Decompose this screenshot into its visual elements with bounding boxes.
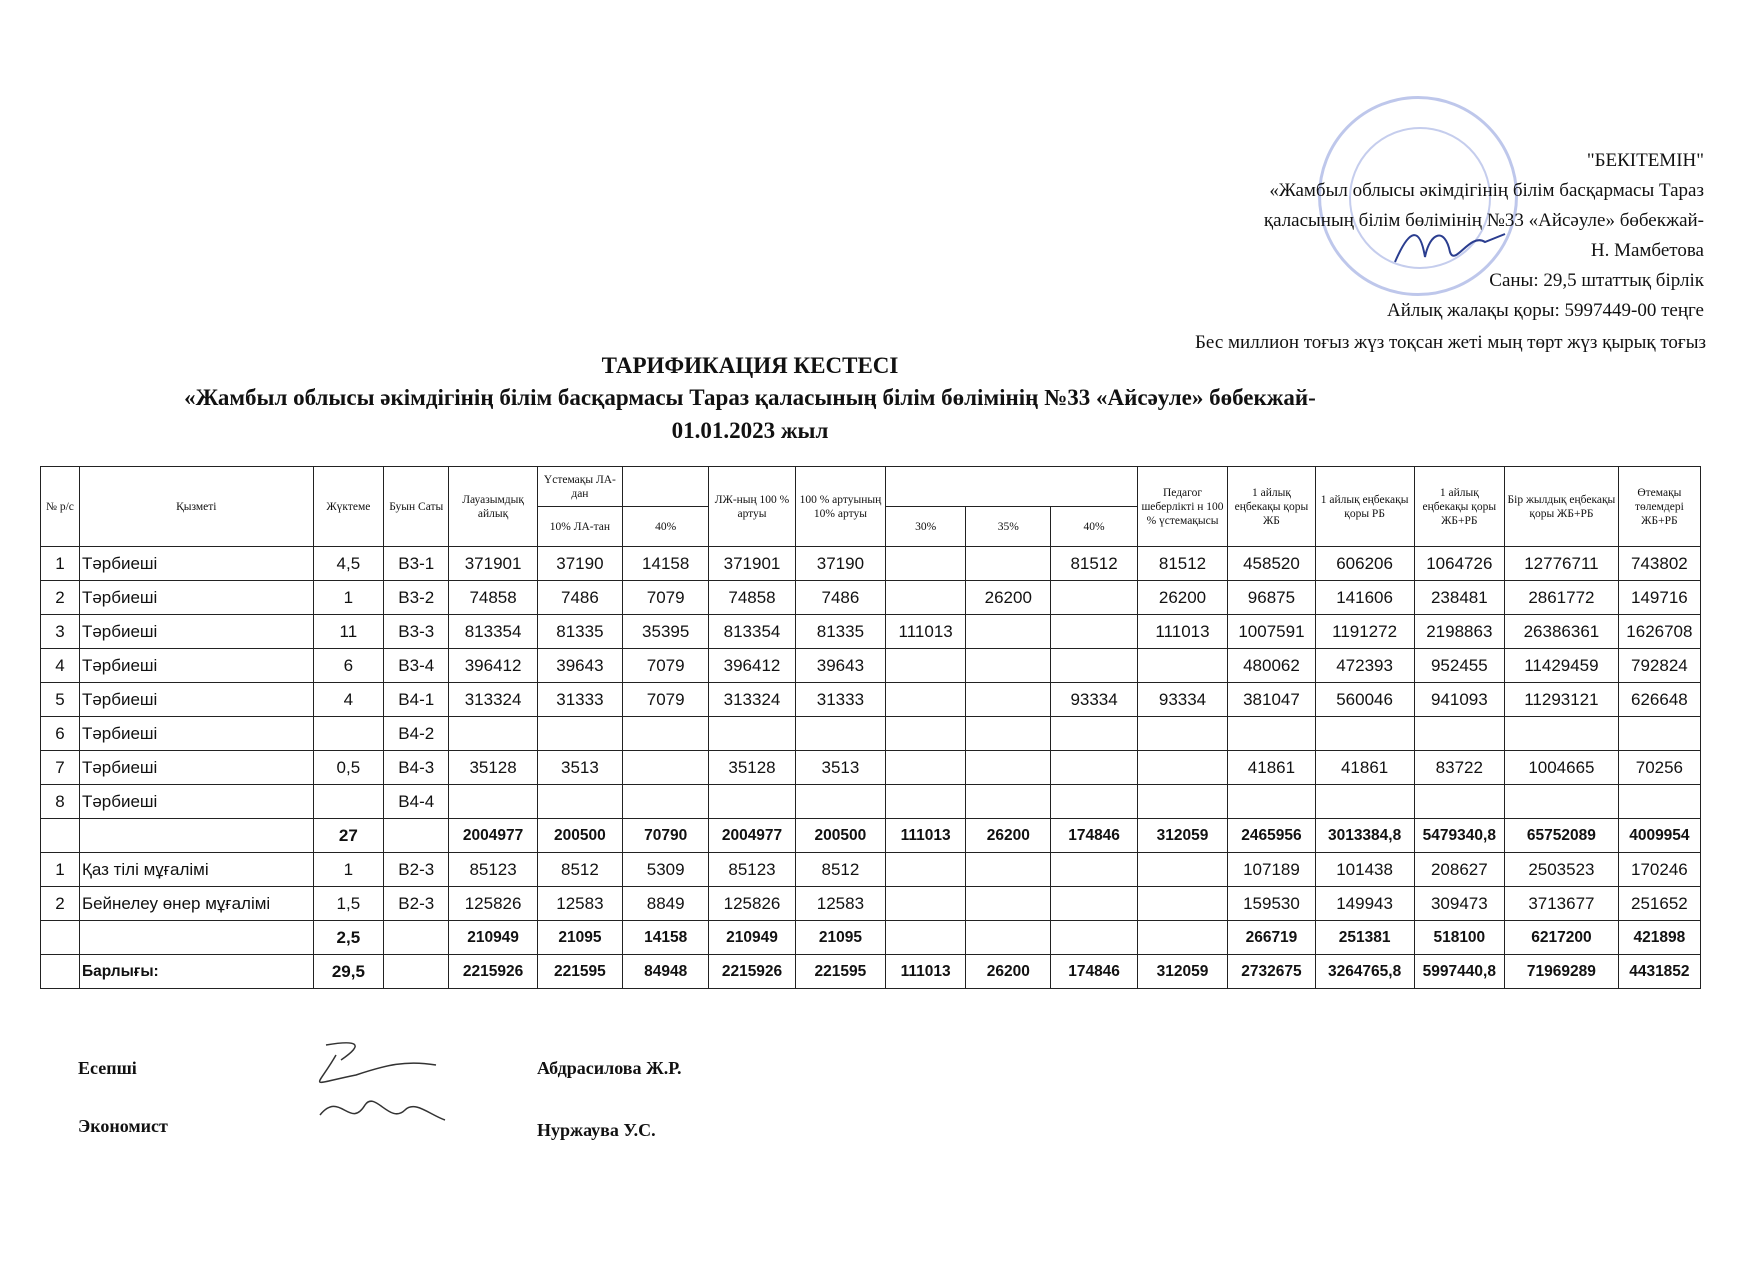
table-cell: 159530: [1228, 887, 1315, 921]
table-body: [41, 547, 1701, 989]
table-cell: 208627: [1414, 853, 1505, 887]
table-cell: 70790: [623, 819, 709, 853]
table-cell: [966, 717, 1051, 751]
col-pct10: 10% ЛА-тан: [537, 507, 622, 547]
table-cell: [1137, 717, 1228, 751]
table-cell: [1137, 785, 1228, 819]
table-cell: В3-1: [384, 547, 449, 581]
table-cell: 6: [41, 717, 80, 751]
table-cell: 101438: [1315, 853, 1414, 887]
table-row: [41, 853, 1701, 887]
table-cell: В4-3: [384, 751, 449, 785]
table-cell: 6217200: [1505, 921, 1619, 955]
col-load: Жүктеме: [313, 467, 384, 547]
table-cell: 81512: [1051, 547, 1137, 581]
table-cell: 11429459: [1505, 649, 1619, 683]
table-cell: 518100: [1414, 921, 1505, 955]
approval-block: [1004, 146, 1704, 326]
table-cell: [1228, 785, 1315, 819]
table-row: [41, 547, 1701, 581]
col-lzh10: 100 % артуының 10% артуы: [795, 467, 886, 547]
table-cell: [1051, 581, 1137, 615]
table-cell: 2,5: [313, 921, 384, 955]
table-cell: Тәрбиеші: [79, 717, 313, 751]
col-year-fund: Бір жылдық еңбекақы қоры ЖБ+РБ: [1505, 467, 1619, 547]
col-num: № р/с: [41, 467, 80, 547]
table-cell: [1137, 751, 1228, 785]
table-cell: 14158: [623, 547, 709, 581]
table-cell: [1137, 921, 1228, 955]
table-row: [41, 683, 1701, 717]
table-cell: 3513: [795, 751, 886, 785]
table-cell: [537, 785, 622, 819]
subtotal-row: [41, 921, 1701, 955]
table-cell: 71969289: [1505, 955, 1619, 989]
accountant-name: Абдрасилова Ж.Р.: [537, 1058, 682, 1078]
table-cell: 743802: [1618, 547, 1700, 581]
table-cell: 81335: [795, 615, 886, 649]
table-cell: 4009954: [1618, 819, 1700, 853]
economist-signature: [310, 1085, 450, 1135]
col-pct-group: [886, 467, 1138, 507]
table-cell: [1137, 853, 1228, 887]
table-row: [41, 785, 1701, 819]
table-cell: 421898: [1618, 921, 1700, 955]
table-cell: 12776711: [1505, 547, 1619, 581]
table-cell: [41, 921, 80, 955]
table-cell: [966, 921, 1051, 955]
table-cell: 313324: [449, 683, 537, 717]
table-cell: [449, 717, 537, 751]
table-cell: [384, 819, 449, 853]
table-cell: 83722: [1414, 751, 1505, 785]
table-cell: 2004977: [449, 819, 537, 853]
table-cell: 0,5: [313, 751, 384, 785]
table-cell: [886, 853, 966, 887]
doc-date: 01.01.2023 жыл: [671, 418, 829, 443]
table-cell: 1064726: [1414, 547, 1505, 581]
table-cell: 8849: [623, 887, 709, 921]
table-cell: [1051, 785, 1137, 819]
table-cell: 41861: [1315, 751, 1414, 785]
table-cell: 6: [313, 649, 384, 683]
table-cell: 81335: [537, 615, 622, 649]
col-ustemaqy: Үстемақы ЛА-дан: [537, 467, 622, 507]
table-cell: [384, 921, 449, 955]
table-cell: [623, 751, 709, 785]
table-cell: [1051, 887, 1137, 921]
table-cell: Тәрбиеші: [79, 683, 313, 717]
table-cell: 81512: [1137, 547, 1228, 581]
table-cell: 221595: [795, 955, 886, 989]
table-cell: [886, 649, 966, 683]
table-cell: [966, 683, 1051, 717]
table-cell: [1618, 785, 1700, 819]
table-cell: 149943: [1315, 887, 1414, 921]
table-cell: [1051, 751, 1137, 785]
staff-count: Саны: 29,5 штаттық бірлік: [1489, 270, 1704, 291]
table-cell: 238481: [1414, 581, 1505, 615]
table-cell: 8: [41, 785, 80, 819]
table-cell: 1: [41, 547, 80, 581]
table-cell: 210949: [709, 921, 795, 955]
table-cell: 31333: [537, 683, 622, 717]
table-cell: Барлығы:: [79, 955, 313, 989]
subtotal-row: [41, 819, 1701, 853]
table-cell: В3-4: [384, 649, 449, 683]
table-cell: 85123: [709, 853, 795, 887]
table-cell: [1051, 615, 1137, 649]
table-cell: 4: [41, 649, 80, 683]
table-cell: Бейнелеу өнер мұғалімі: [79, 887, 313, 921]
table-cell: 1007591: [1228, 615, 1315, 649]
table-cell: [1505, 717, 1619, 751]
table-cell: [886, 887, 966, 921]
table-cell: 26200: [966, 955, 1051, 989]
table-cell: [79, 819, 313, 853]
table-cell: 5997440,8: [1414, 955, 1505, 989]
table-cell: 2: [41, 887, 80, 921]
table-cell: [1051, 853, 1137, 887]
table-cell: 125826: [709, 887, 795, 921]
table-cell: 2861772: [1505, 581, 1619, 615]
table-cell: 3513: [537, 751, 622, 785]
table-cell: 2465956: [1228, 819, 1315, 853]
table-cell: 1,5: [313, 887, 384, 921]
table-cell: [795, 785, 886, 819]
table-cell: 35395: [623, 615, 709, 649]
table-cell: 8512: [537, 853, 622, 887]
table-cell: [966, 547, 1051, 581]
economist-name: Нуржаува У.С.: [537, 1120, 656, 1140]
table-cell: 7486: [795, 581, 886, 615]
table-cell: 458520: [1228, 547, 1315, 581]
table-cell: 472393: [1315, 649, 1414, 683]
economist-role: Экономист: [78, 1116, 168, 1136]
table-cell: 26200: [1137, 581, 1228, 615]
table-cell: 41861: [1228, 751, 1315, 785]
table-cell: [966, 615, 1051, 649]
table-cell: 813354: [709, 615, 795, 649]
table-cell: 74858: [709, 581, 795, 615]
table-cell: 200500: [537, 819, 622, 853]
table-cell: [795, 717, 886, 751]
table-cell: [886, 921, 966, 955]
table-cell: [966, 785, 1051, 819]
fund-in-words: Бес миллион тоғыз жүз тоқсан жеті мың төрт жүз қырық тоғыз: [1195, 332, 1706, 353]
table-cell: 111013: [886, 615, 966, 649]
table-cell: 107189: [1228, 853, 1315, 887]
table-cell: 1626708: [1618, 615, 1700, 649]
table-cell: 952455: [1414, 649, 1505, 683]
table-cell: 7079: [623, 683, 709, 717]
col-salary: Лауазымдық айлық: [449, 467, 537, 547]
table-cell: [886, 547, 966, 581]
table-cell: 35128: [449, 751, 537, 785]
table-cell: [709, 785, 795, 819]
table-cell: 8512: [795, 853, 886, 887]
accountant-role: Есепші: [78, 1058, 137, 1078]
approval-title: "БЕКІТЕМІН": [1586, 150, 1704, 171]
monthly-fund: Айлық жалақы қоры: 5997449-00 теңге: [1387, 300, 1704, 321]
table-cell: 4,5: [313, 547, 384, 581]
table-cell: [1505, 785, 1619, 819]
table-row: [41, 887, 1701, 921]
col-fund-zhb: 1 айлық еңбекақы қоры ЖБ: [1228, 467, 1315, 547]
table-cell: [1315, 717, 1414, 751]
table-cell: Қаз тілі мұғалімі: [79, 853, 313, 887]
table-cell: 84948: [623, 955, 709, 989]
signer-name: Н. Мамбетова: [1590, 240, 1704, 261]
table-cell: 7079: [623, 649, 709, 683]
table-cell: 309473: [1414, 887, 1505, 921]
table-cell: 26386361: [1505, 615, 1619, 649]
table-cell: 396412: [449, 649, 537, 683]
table-cell: [1414, 717, 1505, 751]
table-cell: [623, 785, 709, 819]
table-cell: 96875: [1228, 581, 1315, 615]
table-cell: [449, 785, 537, 819]
table-cell: 200500: [795, 819, 886, 853]
table-cell: 74858: [449, 581, 537, 615]
table-cell: 149716: [1618, 581, 1700, 615]
table-cell: 85123: [449, 853, 537, 887]
table-row: [41, 751, 1701, 785]
table-cell: 12583: [537, 887, 622, 921]
table-cell: Тәрбиеші: [79, 581, 313, 615]
table-cell: В4-2: [384, 717, 449, 751]
table-cell: 941093: [1414, 683, 1505, 717]
table-cell: 7486: [537, 581, 622, 615]
table-cell: 626648: [1618, 683, 1700, 717]
table-cell: [1315, 785, 1414, 819]
table-cell: 371901: [709, 547, 795, 581]
table-cell: 27: [313, 819, 384, 853]
table-cell: 93334: [1051, 683, 1137, 717]
table-cell: 3264765,8: [1315, 955, 1414, 989]
table-cell: 70256: [1618, 751, 1700, 785]
table-cell: 313324: [709, 683, 795, 717]
table-cell: 5309: [623, 853, 709, 887]
table-cell: 381047: [1228, 683, 1315, 717]
table-cell: 792824: [1618, 649, 1700, 683]
table-cell: Тәрбиеші: [79, 785, 313, 819]
table-cell: [79, 921, 313, 955]
col-empty-top: [623, 467, 709, 507]
table-cell: 111013: [886, 819, 966, 853]
table-cell: 1: [313, 581, 384, 615]
table-cell: Тәрбиеші: [79, 547, 313, 581]
table-row: [41, 581, 1701, 615]
table-cell: Тәрбиеші: [79, 649, 313, 683]
table-cell: Тәрбиеші: [79, 615, 313, 649]
table-cell: 21095: [795, 921, 886, 955]
table-cell: 266719: [1228, 921, 1315, 955]
table-cell: [41, 819, 80, 853]
approval-line-1: «Жамбыл облысы әкімдігінің білім басқармасы Тараз: [1269, 180, 1704, 201]
table-cell: 1: [313, 853, 384, 887]
table-cell: [313, 785, 384, 819]
table-cell: 210949: [449, 921, 537, 955]
col-ped: Педагог шеберлікті н 100 % үстемақысы: [1137, 467, 1228, 547]
table-cell: В4-4: [384, 785, 449, 819]
table-cell: 2004977: [709, 819, 795, 853]
approval-line-2: қаласының білім бөлімінің №33 «Айсәуле» бөбекжай-: [1263, 210, 1704, 231]
col-position: Қызметі: [79, 467, 313, 547]
table-cell: 125826: [449, 887, 537, 921]
table-row: [41, 649, 1701, 683]
table-cell: 251381: [1315, 921, 1414, 955]
table-cell: В2-3: [384, 887, 449, 921]
table-cell: [1051, 921, 1137, 955]
table-cell: В3-3: [384, 615, 449, 649]
table-cell: [1137, 649, 1228, 683]
table-cell: 7079: [623, 581, 709, 615]
table-cell: [886, 717, 966, 751]
table-cell: 2198863: [1414, 615, 1505, 649]
table-cell: 5479340,8: [1414, 819, 1505, 853]
table-cell: 39643: [537, 649, 622, 683]
table-cell: [313, 717, 384, 751]
table-cell: [709, 717, 795, 751]
table-cell: 480062: [1228, 649, 1315, 683]
table-cell: 813354: [449, 615, 537, 649]
table-cell: [623, 717, 709, 751]
table-cell: 5: [41, 683, 80, 717]
table-cell: В4-1: [384, 683, 449, 717]
table-cell: [966, 649, 1051, 683]
col-pct40: 40%: [623, 507, 709, 547]
table-cell: Тәрбиеші: [79, 751, 313, 785]
table-cell: 11: [313, 615, 384, 649]
table-cell: [1414, 785, 1505, 819]
table-cell: 3: [41, 615, 80, 649]
col-comp: Өтемақы төлемдері ЖБ+РБ: [1618, 467, 1700, 547]
table-cell: 14158: [623, 921, 709, 955]
table-cell: 396412: [709, 649, 795, 683]
total-row: [41, 955, 1701, 989]
col-fund-total: 1 айлық еңбекақы қоры ЖБ+РБ: [1414, 467, 1505, 547]
table-cell: [384, 955, 449, 989]
table-cell: [1228, 717, 1315, 751]
doc-title: ТАРИФИКАЦИЯ КЕСТЕСІ: [601, 353, 899, 378]
tariff-table: [40, 466, 1701, 989]
doc-subtitle: «Жамбыл облысы әкімдігінің білім басқармасы Тараз қаласының білім бөлімінің №33 «Айсәуле» бөбекжай-: [184, 385, 1316, 410]
table-cell: [1137, 887, 1228, 921]
table-cell: 21095: [537, 921, 622, 955]
table-cell: 37190: [537, 547, 622, 581]
table-cell: [1051, 649, 1137, 683]
table-cell: [966, 853, 1051, 887]
table-cell: 3713677: [1505, 887, 1619, 921]
table-cell: 93334: [1137, 683, 1228, 717]
col-lzh100: ЛЖ-ның 100 % артуы: [709, 467, 795, 547]
table-cell: 111013: [1137, 615, 1228, 649]
table-cell: 2215926: [709, 955, 795, 989]
table-cell: 312059: [1137, 819, 1228, 853]
table-cell: 174846: [1051, 819, 1137, 853]
table-cell: 65752089: [1505, 819, 1619, 853]
col-fund-rb: 1 айлық еңбекақы қоры РБ: [1315, 467, 1414, 547]
table-cell: [1618, 717, 1700, 751]
table-cell: В3-2: [384, 581, 449, 615]
table-cell: [41, 955, 80, 989]
table-cell: 251652: [1618, 887, 1700, 921]
col-p30: 30%: [886, 507, 966, 547]
table-cell: 371901: [449, 547, 537, 581]
table-cell: [966, 751, 1051, 785]
table-cell: 3013384,8: [1315, 819, 1414, 853]
table-cell: [886, 683, 966, 717]
table-cell: [886, 581, 966, 615]
table-cell: 2: [41, 581, 80, 615]
table-row: [41, 615, 1701, 649]
table-cell: [886, 751, 966, 785]
table-cell: 11293121: [1505, 683, 1619, 717]
table-cell: 2503523: [1505, 853, 1619, 887]
col-grade: Буын Саты: [384, 467, 449, 547]
table-cell: 29,5: [313, 955, 384, 989]
table-cell: 174846: [1051, 955, 1137, 989]
table-cell: 606206: [1315, 547, 1414, 581]
table-cell: [537, 717, 622, 751]
approval-signer: [1004, 236, 1704, 266]
table-cell: 4431852: [1618, 955, 1700, 989]
table-cell: 1004665: [1505, 751, 1619, 785]
table-cell: 312059: [1137, 955, 1228, 989]
table-cell: 37190: [795, 547, 886, 581]
table-cell: 31333: [795, 683, 886, 717]
table-cell: 2215926: [449, 955, 537, 989]
table-cell: 2732675: [1228, 955, 1315, 989]
table-cell: 1191272: [1315, 615, 1414, 649]
table-cell: [1051, 717, 1137, 751]
table-cell: 111013: [886, 955, 966, 989]
table-row: [41, 717, 1701, 751]
table-cell: 7: [41, 751, 80, 785]
col-p35: 35%: [966, 507, 1051, 547]
col-p40: 40%: [1051, 507, 1137, 547]
table-cell: 35128: [709, 751, 795, 785]
table-cell: 560046: [1315, 683, 1414, 717]
table-cell: 1: [41, 853, 80, 887]
table-cell: [966, 887, 1051, 921]
table-cell: 12583: [795, 887, 886, 921]
table-cell: 26200: [966, 819, 1051, 853]
table-cell: 221595: [537, 955, 622, 989]
table-cell: 170246: [1618, 853, 1700, 887]
table-cell: 4: [313, 683, 384, 717]
table-cell: В2-3: [384, 853, 449, 887]
table-cell: 39643: [795, 649, 886, 683]
table-cell: [886, 785, 966, 819]
table-cell: 26200: [966, 581, 1051, 615]
table-cell: 141606: [1315, 581, 1414, 615]
